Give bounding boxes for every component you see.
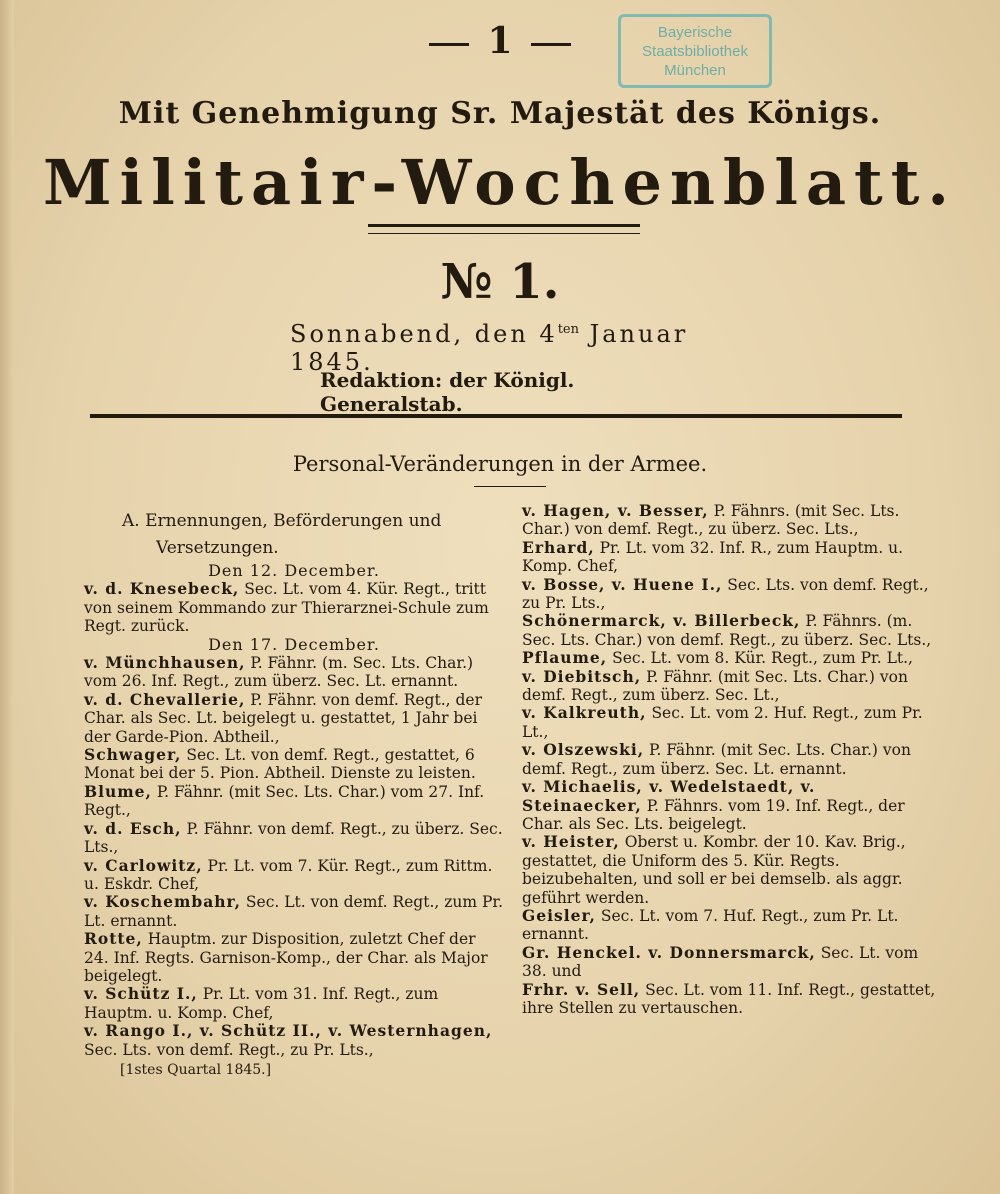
masthead-title: Militair-Wochenblatt. (43, 146, 957, 219)
page-number-dash-left (429, 43, 469, 46)
entry-name: v. Heister, (522, 832, 620, 852)
entry (84, 820, 504, 857)
entry-text: Sec. Lt. vom 11. Inf. Regt., gestattet, ihre Stellen zu vertauschen. (522, 980, 936, 1017)
entry-name: Frhr. v. Sell, (522, 979, 641, 999)
quarter-footnote: [1stes Quartal 1845.] (120, 1061, 272, 1078)
entry-name: Rotte, (84, 929, 143, 949)
date-heading: Den 12. December. (208, 561, 380, 580)
issue-number: № 1. (440, 254, 560, 310)
entry (522, 981, 940, 1018)
entry-text: P. Fähnr. von demf. Regt., zu überz. Sec. Lts., (84, 819, 503, 857)
editorial-line: Redaktion: der Königl. Generalstab. (320, 368, 575, 416)
header-rule (90, 414, 902, 418)
entry-text: P. Fähnrs. vom 19. Inf. Regt., der Char. als Sec. Lts. beigelegt. (522, 796, 905, 833)
dateline-suffix: Januar 1845. (290, 320, 689, 376)
entry-text: Pr. Lt. vom 31. Inf. Regt., zum Hauptm. u. Komp. Chef, (84, 985, 439, 1022)
entry-name: v. Carlowitz, (84, 855, 203, 875)
entry (84, 783, 504, 820)
entry (522, 649, 940, 667)
entry (522, 539, 940, 576)
entry-name: v. Koschembahr, (84, 892, 241, 912)
entry-text: P. Fähnr. (mit Sec. Lts. Char.) von demf. Regt., zum überz. Sec. Lt. ernannt. (522, 741, 911, 778)
right-column (522, 502, 940, 1017)
entry (84, 691, 504, 746)
entry-text: Sec. Lt. vom 7. Huf. Regt., zum Pr. Lt. ernannt. (522, 906, 899, 944)
entry (84, 893, 504, 930)
entry-text: Oberst u. Kombr. der 10. Kav. Brig., gestattet, die Uniform des 5. Kür. Regts. beizubehalten, und soll er bei demselb. als aggr. geführt werden. (522, 833, 906, 907)
entry (522, 907, 940, 944)
date-heading: Den 17. December. (208, 634, 380, 654)
stamp-line: München (664, 62, 726, 79)
entry (84, 580, 504, 635)
entry-name: Pflaume, (522, 648, 608, 668)
entry-text: Sec. Lt. vom 2. Huf. Regt., zum Pr. Lt., (522, 704, 923, 741)
entry-text: P. Fähnrs. (m. Sec. Lts. Char.) von demf. Regt., zu überz. Sec. Lts., (522, 612, 932, 649)
approval-line: Mit Genehmigung Sr. Majestät des Königs. (118, 96, 882, 131)
entry-name: v. Diebitsch, (522, 666, 642, 686)
entry-name: v. Olszewski, (522, 740, 645, 760)
entry-text: Sec. Lt. vom 4. Kür. Regt., tritt von seinem Kommando zur Thierarznei-Schule zum Regt. zurück. (84, 580, 489, 636)
entry-name: Geisler, (522, 905, 596, 925)
entry-name: v. Münchhausen, (84, 653, 246, 673)
entry-text: Sec. Lt. von demf. Regt., gestattet, 6 Monat bei der 5. Pion. Abtheil. Dienste zu leisten. (84, 746, 476, 783)
entry-text: Pr. Lt. vom 7. Kür. Regt., zum Rittm. u. Eskdr. Chef, (84, 856, 493, 893)
entry (522, 502, 940, 539)
entry-name: Gr. Henckel. v. Donnersmarck, (522, 942, 816, 962)
entry-text: P. Fähnr. (mit Sec. Lts. Char.) von demf. Regt., zum überz. Sec. Lt., (522, 667, 908, 705)
stamp-line: Bayerische (657, 24, 733, 41)
entry (522, 778, 940, 833)
entry (522, 944, 940, 981)
entry-text: Sec. Lt. vom 8. Kür. Regt., zum Pr. Lt., (607, 649, 913, 668)
dateline-prefix: Sonnabend, den 4 (290, 320, 558, 348)
entry-name: Schönermarck, v. Billerbeck, (522, 611, 801, 631)
section-heading: A. Ernennungen, Beförderungen und (122, 511, 442, 531)
entry-text: Hauptm. zur Disposition, zuletzt Chef der 24. Inf. Regts. Garnison-Komp., der Char. als Major beigelegt. (84, 930, 488, 985)
left-column (84, 508, 504, 1079)
entry-text: Sec. Lts. von demf. Regt., zu Pr. Lts., (84, 1040, 374, 1059)
entry-name: v. d. Chevallerie, (84, 689, 246, 709)
entry-name: v. Rango I., v. Schütz II., v. Westernhagen, (84, 1021, 493, 1041)
entry-text: Sec. Lts. von demf. Regt., zu Pr. Lts., (522, 575, 929, 613)
entry-text: Sec. Lt. von demf. Regt., zum Pr. Lt. ernannt. (84, 893, 504, 930)
entry-text: Pr. Lt. vom 32. Inf. R., zum Hauptm. u. Komp. Chef, (522, 538, 904, 576)
entry (522, 576, 940, 613)
section-rule (474, 486, 546, 487)
section-title: Personal-Veränderungen in der Armee. (292, 452, 708, 476)
entry-name: v. Hagen, v. Besser, (522, 501, 709, 520)
entry-name: v. Bosse, v. Huene I., (522, 574, 723, 594)
entry (84, 1022, 504, 1059)
entry (84, 930, 504, 985)
section-heading: Versetzungen. (156, 538, 279, 558)
library-stamp (618, 14, 772, 88)
dateline-sup: ten (557, 322, 579, 337)
page-number-value: 1 (487, 20, 513, 62)
entry (84, 985, 504, 1022)
entry-name: Schwager, (84, 745, 182, 765)
entry-text: Sec. Lt. vom 38. und (522, 943, 919, 981)
entry-text: P. Fähnrs. (mit Sec. Lts. Char.) von demf. Regt., zu überz. Sec. Lts., (522, 502, 900, 539)
entry-name: v. Schütz I., (84, 984, 198, 1004)
entry (522, 612, 940, 649)
entry-name: v. Kalkreuth, (522, 703, 647, 723)
entry-name: v. d. Esch, (84, 818, 182, 838)
entry (84, 746, 504, 783)
page-number-dash-right (531, 43, 571, 46)
page-number (0, 20, 1000, 62)
entry-text: P. Fähnr. von demf. Regt., der Char. als Sec. Lt. beigelegt u. gestattet, 1 Jahr bei der Garde-Pion. Abtheil., (84, 690, 482, 746)
entry-name: v. Michaelis, v. Wedelstaedt, v. Steinaecker, (522, 777, 816, 815)
entry-text: P. Fähnr. (mit Sec. Lts. Char.) vom 27. Inf. Regt., (84, 782, 485, 820)
stamp-line: Staatsbibliothek (642, 43, 748, 60)
entry-text: P. Fähnr. (m. Sec. Lts. Char.) vom 26. Inf. Regt., zum überz. Sec. Lt. ernannt. (84, 654, 474, 691)
entry-name: Erhard, (522, 537, 595, 557)
entry (522, 833, 940, 907)
entry (522, 741, 940, 778)
entry (522, 704, 940, 741)
entry (522, 668, 940, 705)
entry-name: Blume, (84, 781, 152, 801)
entry-name: v. d. Knesebeck, (84, 579, 240, 599)
entry (84, 857, 504, 894)
masthead-rule (368, 224, 640, 234)
entry (84, 654, 504, 691)
